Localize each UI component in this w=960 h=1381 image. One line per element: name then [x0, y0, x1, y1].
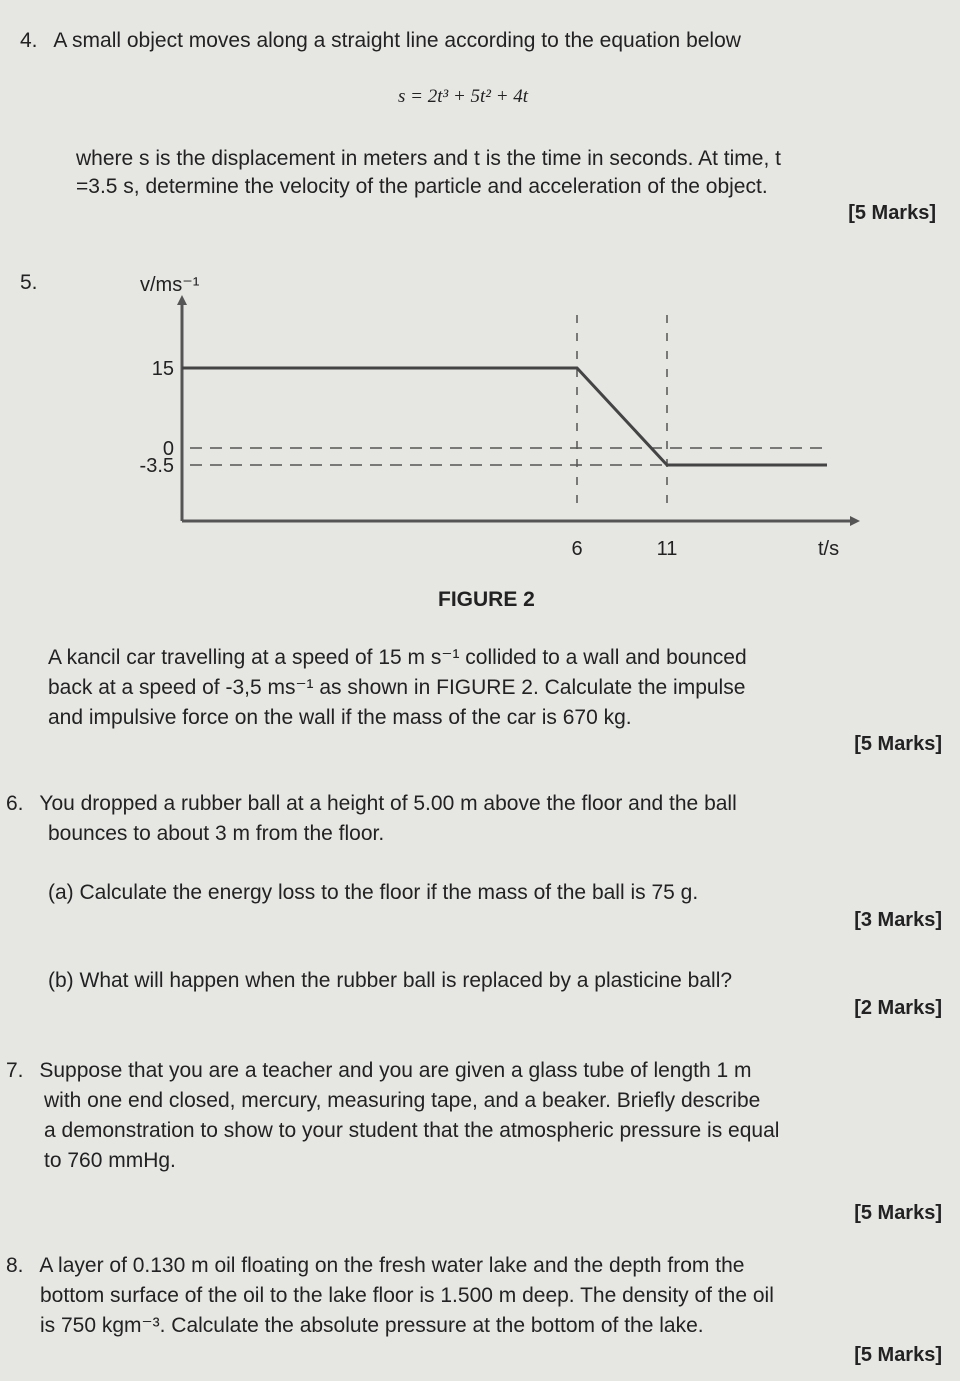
q4-line-1: [20, 28, 741, 54]
y-axis-label: v/ms⁻¹: [140, 274, 200, 296]
q8-number: 8.: [6, 1254, 24, 1277]
q4-equation: s = 2t³ + 5t² + 4t: [398, 86, 529, 107]
q4-number: 4.: [20, 29, 38, 52]
q6-line-2: bounces to about 3 m from the floor.: [48, 822, 385, 845]
figure-caption: FIGURE 2: [438, 588, 535, 611]
y-tick-label: -3.5: [139, 455, 174, 477]
q8-line-3: is 750 kgm⁻³. Calculate the absolute pressure at the bottom of the lake.: [40, 1314, 704, 1337]
q4-line-2: where s is the displacement in meters and t is the time in seconds. At time, t: [76, 147, 781, 170]
q7-number: 7.: [6, 1059, 24, 1082]
q7-marks: [5 Marks]: [854, 1202, 942, 1224]
q6-text-1: You dropped a rubber ball at a height of 5.00 m above the floor and the ball: [39, 792, 737, 815]
q5-line-2: back at a speed of -3,5 ms⁻¹ as shown in FIGURE 2. Calculate the impulse: [48, 676, 746, 699]
q5-marks: [5 Marks]: [854, 733, 942, 755]
q7-line-2: with one end closed, mercury, measuring tape, and a beaker. Briefly describe: [44, 1089, 761, 1112]
y-axis-arrow: [177, 295, 187, 305]
q7-line-4: to 760 mmHg.: [44, 1149, 176, 1172]
x-tick-label: 11: [656, 538, 678, 560]
q8-marks: [5 Marks]: [854, 1344, 942, 1366]
q6-line-1: [6, 791, 737, 817]
q4-line-3: =3.5 s, determine the velocity of the particle and acceleration of the object.: [76, 175, 768, 198]
q7-text-1: Suppose that you are a teacher and you are given a glass tube of length 1 m: [39, 1059, 752, 1082]
y-tick-label: 0: [162, 438, 174, 460]
q8-line-1: [6, 1253, 744, 1279]
velocity-series-line: [182, 368, 827, 465]
q6b-text: (b) What will happen when the rubber ball is replaced by a plasticine ball?: [48, 969, 733, 992]
q5-line-3: and impulsive force on the wall if the mass of the car is 670 kg.: [48, 706, 632, 729]
q6a-marks: [3 Marks]: [854, 909, 942, 931]
y-tick-label: 15: [151, 358, 174, 380]
q6a-text: (a) Calculate the energy loss to the floor if the mass of the ball is 75 g.: [48, 881, 699, 904]
q7-line-3: a demonstration to show to your student that the atmospheric pressure is equal: [44, 1119, 780, 1142]
q8-text-1: A layer of 0.130 m oil floating on the fresh water lake and the depth from the: [39, 1254, 745, 1277]
q6-number: 6.: [6, 792, 24, 815]
velocity-time-chart: [110, 265, 870, 565]
q4-text-1: A small object moves along a straight line according to the equation below: [53, 29, 741, 52]
q8-line-2: bottom surface of the oil to the lake floor is 1.500 m deep. The density of the oil: [40, 1284, 774, 1307]
x-axis-label: t/s: [818, 538, 840, 560]
q6b-marks: [2 Marks]: [854, 997, 942, 1019]
q5-number: 5.: [20, 271, 38, 294]
q5-line-1: A kancil car travelling at a speed of 15 m s⁻¹ collided to a wall and bounced: [48, 646, 747, 669]
x-axis-arrow: [850, 516, 860, 526]
q7-line-1: [6, 1058, 752, 1084]
q4-marks: [5 Marks]: [848, 202, 936, 224]
x-tick-label: 6: [571, 538, 583, 560]
